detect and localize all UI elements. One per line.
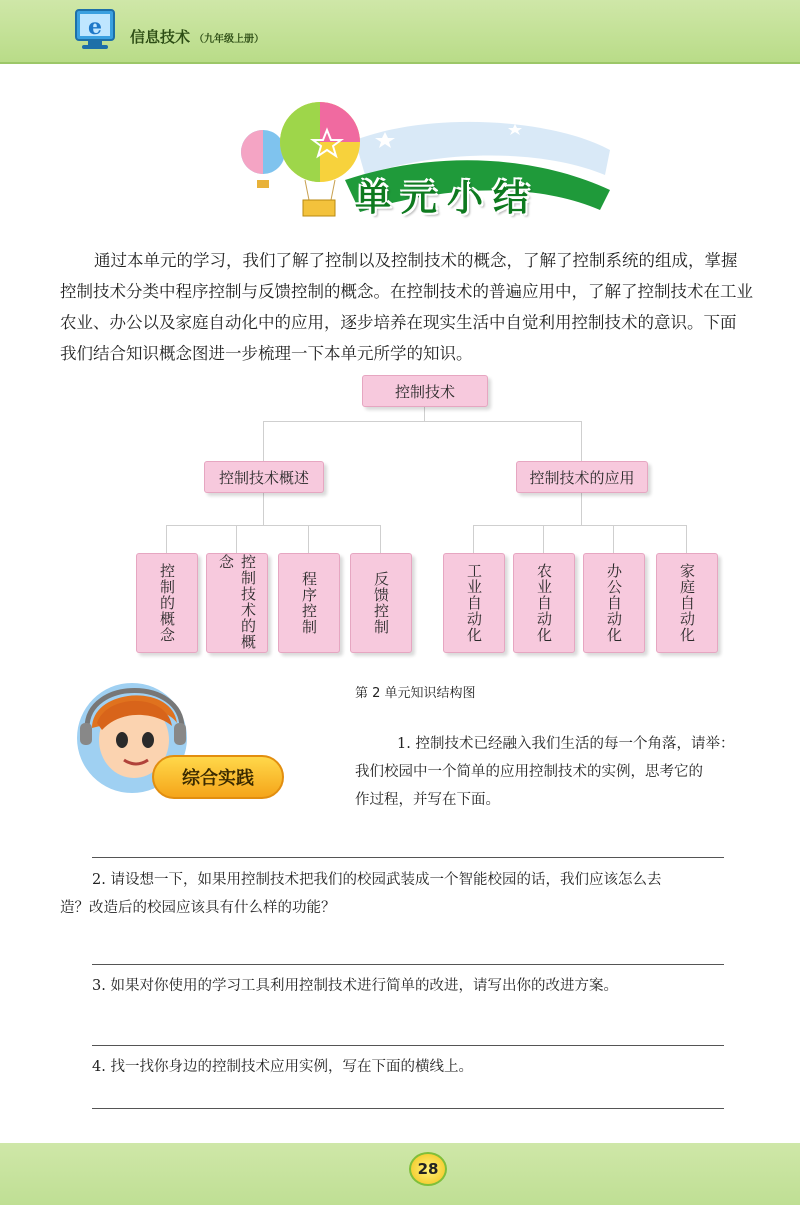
question-1	[355, 730, 795, 814]
connector-line	[236, 525, 237, 553]
concept-leaf-node: 办公自动化	[583, 553, 645, 653]
concept-leaf-node: 控制的概念	[136, 553, 198, 653]
svg-text:e: e	[88, 14, 102, 40]
page-footer	[0, 1143, 800, 1205]
concept-leaf-node: 农业自动化	[513, 553, 575, 653]
question-3: 3. 如果对你使用的学习工具利用控制技术进行简单的改进，请写出你的改进方案。	[92, 978, 618, 994]
answer-line[interactable]	[92, 1045, 724, 1046]
connector-line	[166, 525, 167, 553]
figure-caption: 第 2 单元知识结构图	[355, 686, 476, 701]
intro-paragraph	[60, 245, 780, 369]
connector-line	[581, 421, 582, 461]
connector-line	[380, 525, 381, 553]
ie-logo-icon	[70, 8, 120, 52]
concept-leaf-node: 工业自动化	[443, 553, 505, 653]
question-2	[60, 866, 790, 922]
intro-line: 农业、办公以及家庭自动化中的应用，逐步培养在现实生活中自觉利用控制技术的意识。下面	[60, 313, 737, 332]
page-header	[0, 0, 800, 64]
practice-badge: 综合实践	[152, 755, 284, 799]
connector-line	[424, 405, 425, 421]
question-line: 我们校园中一个简单的应用控制技术的实例，思考它的	[355, 764, 703, 780]
book-title	[130, 26, 264, 47]
book-subtitle: （九年级上册）	[194, 34, 265, 45]
concept-leaf-node: 反馈控制	[350, 553, 412, 653]
concept-branch-application: 控制技术的应用	[516, 461, 648, 493]
question-line: 作过程，并写在下面。	[355, 792, 500, 808]
page-number: 28	[409, 1152, 447, 1186]
connector-line	[263, 421, 581, 422]
question-line: 2. 请设想一下，如果用控制技术把我们的校园武装成一个智能校园的话，我们应该怎么去	[92, 872, 662, 888]
concept-leaf-node: 程序控制	[278, 553, 340, 653]
connector-line	[543, 525, 544, 553]
connector-line	[263, 491, 264, 525]
question-line: 造？改造后的校园应该具有什么样的功能？	[60, 900, 336, 916]
connector-line	[581, 491, 582, 525]
concept-branch-overview: 控制技术概述	[204, 461, 324, 493]
concept-root-node: 控制技术	[362, 375, 488, 407]
answer-line[interactable]	[92, 857, 724, 858]
answer-line[interactable]	[92, 1108, 724, 1109]
connector-line	[473, 525, 474, 553]
intro-line: 控制技术分类中程序控制与反馈控制的概念。在控制技术的普遍应用中，了解了控制技术在工业	[60, 282, 753, 301]
question-4: 4. 找一找你身边的控制技术应用实例，写在下面的横线上。	[92, 1059, 473, 1075]
intro-line: 我们结合知识概念图进一步梳理一下本单元所学的知识。	[60, 344, 473, 363]
concept-leaf-node: 控制技术的概念	[206, 553, 268, 653]
connector-line	[686, 525, 687, 553]
question-line: 1. 控制技术已经融入我们生活的每一个角落，请举：	[397, 736, 735, 752]
connector-line	[166, 525, 381, 526]
intro-line: 通过本单元的学习，我们了解了控制以及控制技术的概念，了解了控制系统的组成，掌握	[94, 251, 738, 270]
connector-line	[613, 525, 614, 553]
connector-line	[308, 525, 309, 553]
section-title: 单元小结	[355, 178, 540, 219]
answer-line[interactable]	[92, 964, 724, 965]
book-title-text: 信息技术	[130, 28, 191, 46]
concept-leaf-node: 家庭自动化	[656, 553, 718, 653]
connector-line	[473, 525, 687, 526]
concept-map	[0, 365, 800, 665]
connector-line	[263, 421, 264, 461]
